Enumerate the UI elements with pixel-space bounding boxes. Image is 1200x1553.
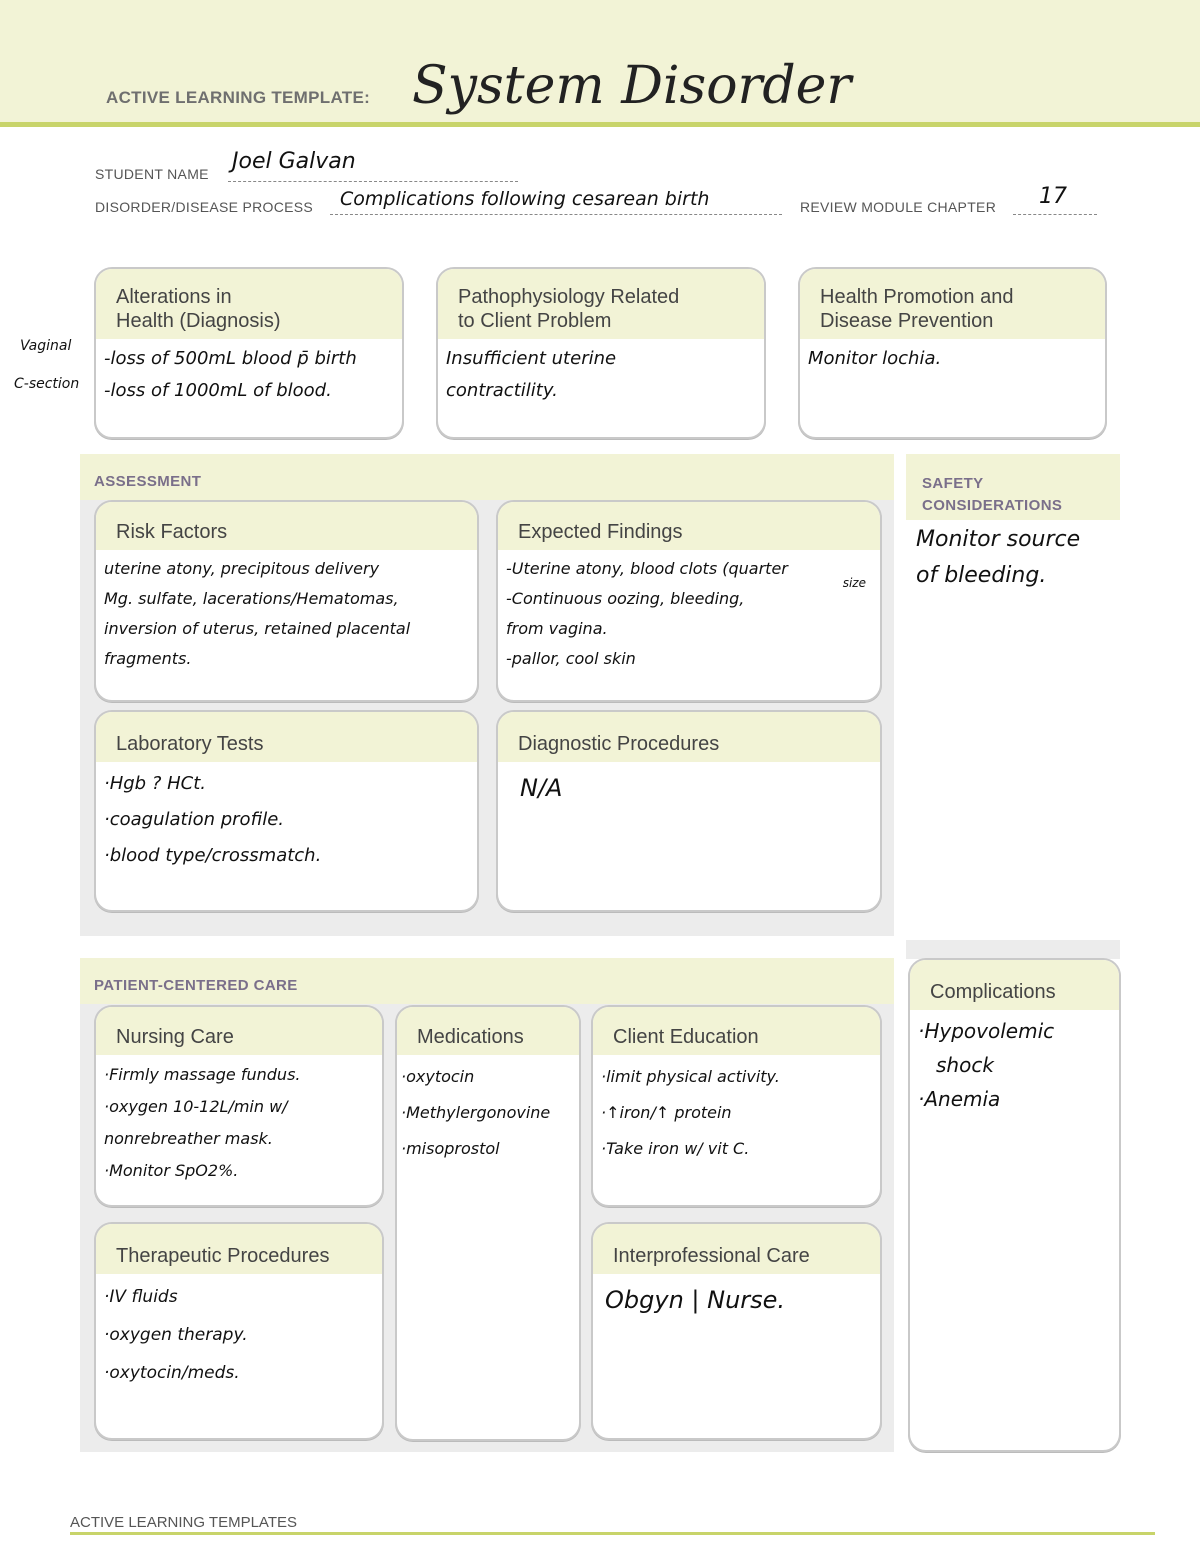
complications-body[interactable] — [910, 1010, 1119, 1116]
diagnostic-procedures-line: N/A — [520, 774, 563, 802]
risk-factors-box — [94, 500, 479, 702]
nursing-care-line: ·Firmly massage fundus. — [104, 1065, 301, 1084]
margin-note-csection: C-section — [14, 376, 80, 392]
expected-findings-title: Expected Findings — [498, 502, 880, 550]
alterations-title-line1: Alterations in — [116, 286, 232, 308]
complications-line: ·Anemia — [918, 1087, 1001, 1111]
therapeutic-procedures-line: ·oxygen therapy. — [104, 1325, 248, 1345]
expected-findings-line: from vagina. — [506, 619, 608, 638]
alterations-line: -loss of 500mL blood p̄ birth — [104, 348, 357, 369]
laboratory-tests-body[interactable] — [96, 762, 477, 874]
pathophysiology-title — [438, 269, 764, 339]
disorder-field[interactable] — [330, 188, 782, 215]
therapeutic-procedures-box — [94, 1222, 384, 1440]
disorder-label: DISORDER/DISEASE PROCESS — [95, 199, 314, 215]
alterations-body[interactable] — [96, 339, 402, 407]
client-education-line: ·Take iron w/ vit C. — [601, 1139, 750, 1158]
expected-findings-line: -Continuous oozing, bleeding, — [506, 589, 745, 608]
risk-factors-title: Risk Factors — [96, 502, 477, 550]
alterations-title — [96, 269, 402, 339]
client-education-box — [591, 1005, 882, 1207]
pathophysiology-line: contractility. — [446, 380, 558, 401]
health-promotion-title-line2: Disease Prevention — [820, 310, 994, 332]
student-name-label: STUDENT NAME — [95, 166, 209, 182]
medications-line: ·oxytocin — [401, 1067, 475, 1086]
nursing-care-line: ·oxygen 10-12L/min w/ — [104, 1097, 288, 1116]
health-promotion-title — [800, 269, 1105, 339]
client-education-line: ·limit physical activity. — [601, 1067, 780, 1086]
template-label: ACTIVE LEARNING TEMPLATE: — [106, 88, 371, 107]
safety-heading-line1: SAFETY — [922, 475, 984, 492]
complications-line: ·Hypovolemic — [918, 1019, 1055, 1043]
nursing-care-line: ·Monitor SpO2%. — [104, 1161, 239, 1180]
chapter-field[interactable] — [1013, 184, 1097, 215]
pathophysiology-title-line2: to Client Problem — [458, 310, 612, 332]
pathophysiology-title-line1: Pathophysiology Related — [458, 286, 680, 308]
page-title: System Disorder — [412, 56, 852, 116]
therapeutic-procedures-line: ·IV fluids — [104, 1287, 178, 1307]
student-name-field[interactable] — [228, 149, 518, 182]
diagnostic-procedures-title: Diagnostic Procedures — [498, 712, 880, 762]
complications-box — [908, 958, 1121, 1452]
health-promotion-title-line1: Health Promotion and — [820, 286, 1014, 308]
pathophysiology-box — [436, 267, 766, 439]
therapeutic-procedures-line: ·oxytocin/meds. — [104, 1363, 240, 1383]
margin-note-vaginal: Vaginal — [20, 338, 72, 354]
assessment-heading: ASSESSMENT — [94, 473, 202, 490]
expected-findings-line: -Uterine atony, blood clots (quarter — [506, 559, 788, 578]
medications-body[interactable] — [397, 1055, 579, 1167]
laboratory-tests-box — [94, 710, 479, 912]
health-promotion-box — [798, 267, 1107, 439]
laboratory-tests-title: Laboratory Tests — [96, 712, 477, 762]
expected-findings-note: size — [842, 576, 866, 590]
complications-title: Complications — [910, 960, 1119, 1010]
safety-line: of bleeding. — [916, 563, 1047, 588]
client-education-line: ·↑iron/↑ protein — [601, 1103, 732, 1122]
pathophysiology-line: Insufficient uterine — [446, 348, 617, 369]
laboratory-tests-line: ·coagulation profile. — [104, 809, 284, 830]
risk-factors-line: Mg. sulfate, lacerations/Hematomas, — [104, 589, 399, 608]
safety-heading-line2: CONSIDERATIONS — [922, 497, 1063, 514]
medications-title: Medications — [397, 1007, 579, 1055]
chapter-value: 17 — [1039, 184, 1067, 209]
laboratory-tests-line: ·Hgb ? HCt. — [104, 773, 206, 794]
alterations-box — [94, 267, 404, 439]
student-name-value: Joel Galvan — [232, 149, 356, 174]
risk-factors-line: inversion of uterus, retained placental — [104, 619, 411, 638]
footer-text: ACTIVE LEARNING TEMPLATES — [70, 1514, 297, 1531]
client-education-title: Client Education — [593, 1007, 880, 1055]
risk-factors-body[interactable] — [96, 550, 477, 674]
safety-heading — [922, 473, 1062, 517]
alterations-title-line2: Health (Diagnosis) — [116, 310, 281, 332]
health-promotion-line: Monitor lochia. — [808, 348, 942, 369]
disorder-value: Complications following cesarean birth — [340, 188, 710, 210]
safety-line: Monitor source — [916, 527, 1081, 552]
expected-findings-box — [496, 500, 882, 702]
nursing-care-body[interactable] — [96, 1055, 382, 1187]
expected-findings-line: -pallor, cool skin — [506, 649, 636, 668]
complications-line: shock — [936, 1053, 994, 1077]
nursing-care-title: Nursing Care — [96, 1007, 382, 1055]
client-education-body[interactable] — [593, 1055, 880, 1167]
nursing-care-line: nonrebreather mask. — [104, 1129, 273, 1148]
health-promotion-body[interactable] — [800, 339, 1105, 375]
medications-box — [395, 1005, 581, 1441]
header-rule — [0, 122, 1200, 127]
laboratory-tests-line: ·blood type/crossmatch. — [104, 845, 322, 866]
safety-body[interactable] — [916, 522, 1080, 594]
patient-care-heading: PATIENT-CENTERED CARE — [94, 977, 298, 994]
risk-factors-line: fragments. — [104, 649, 192, 668]
therapeutic-procedures-body[interactable] — [96, 1274, 382, 1392]
alterations-line: -loss of 1000mL of blood. — [104, 380, 332, 401]
diagnostic-procedures-body[interactable] — [498, 762, 880, 810]
interprofessional-care-body[interactable] — [593, 1274, 880, 1322]
expected-findings-body[interactable] — [498, 550, 880, 674]
diagnostic-procedures-box — [496, 710, 882, 912]
interprofessional-care-box — [591, 1222, 882, 1440]
footer-rule — [70, 1532, 1155, 1535]
assessment-band — [80, 454, 894, 500]
interprofessional-care-line: Obgyn | Nurse. — [605, 1286, 786, 1314]
interprofessional-care-title: Interprofessional Care — [593, 1224, 880, 1274]
risk-factors-line: uterine atony, precipitous delivery — [104, 559, 380, 578]
therapeutic-procedures-title: Therapeutic Procedures — [96, 1224, 382, 1274]
chapter-label: REVIEW MODULE CHAPTER — [800, 199, 997, 215]
medications-line: ·Methylergonovine — [401, 1103, 551, 1122]
medications-line: ·misoprostol — [401, 1139, 500, 1158]
nursing-care-box — [94, 1005, 384, 1207]
pathophysiology-body[interactable] — [438, 339, 764, 407]
